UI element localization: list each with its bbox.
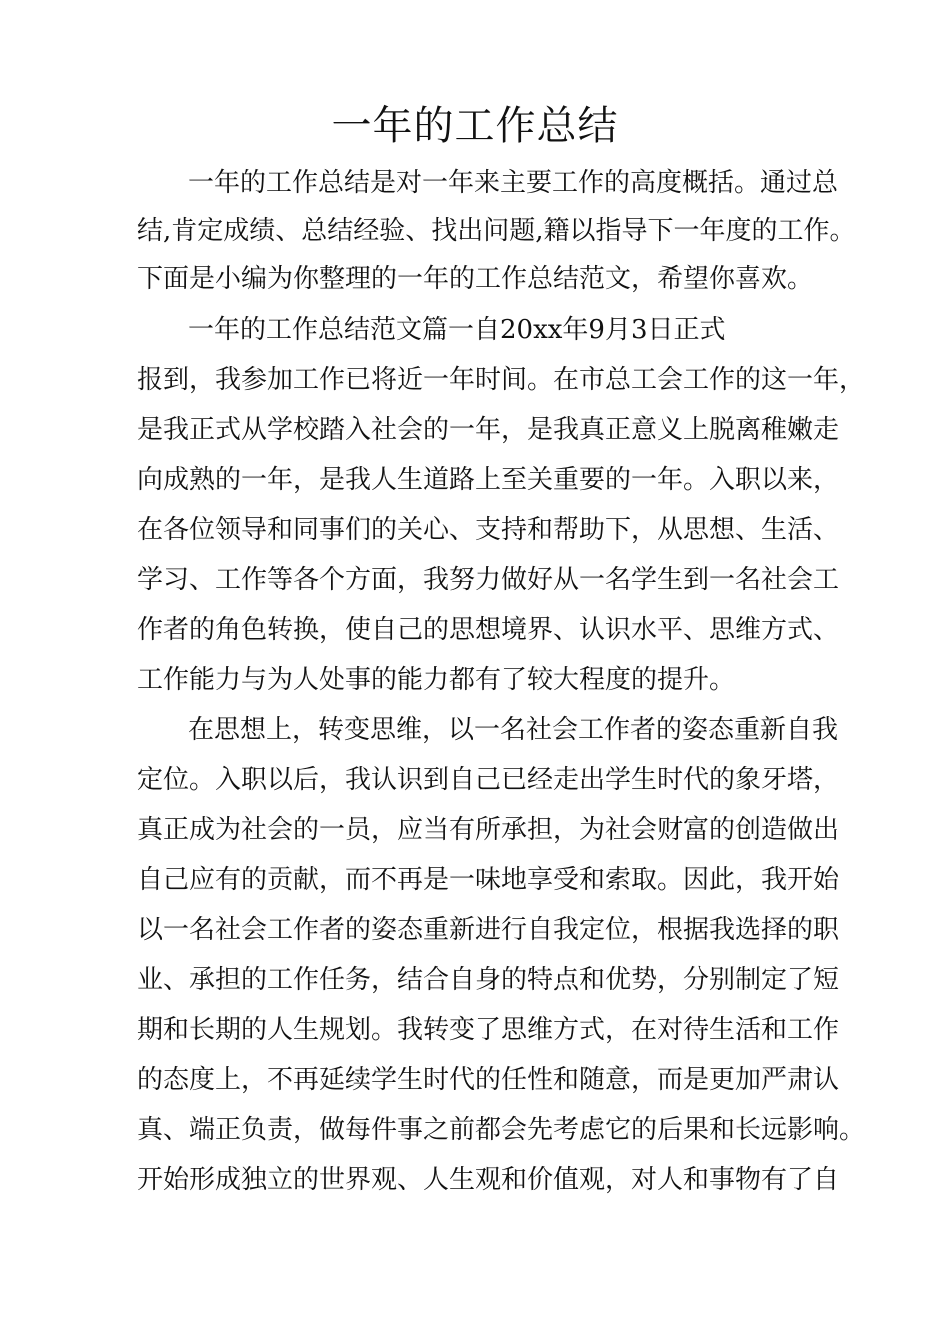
paragraph-line: 以一名社会工作者的姿态重新进行自我定位，根据我选择的职 [137, 915, 840, 945]
paragraph-line: 报到，我参加工作已将近一年时间。在市总工会工作的这一年， [137, 365, 866, 395]
paragraph-line: 在思想上，转变思维，以一名社会工作者的姿态重新自我 [188, 715, 839, 745]
paragraph-line: 真正成为社会的一员，应当有所承担，为社会财富的创造做出 [137, 815, 840, 845]
paragraph-line: 期和长期的人生规划。我转变了思维方式，在对待生活和工作 [137, 1015, 840, 1045]
paragraph-line: 向成熟的一年，是我人生道路上至关重要的一年。入职以来， [137, 465, 840, 495]
paragraph-line: 业、承担的工作任务，结合自身的特点和优势，分别制定了短 [137, 965, 840, 995]
paragraph-line: 工作能力与为人处事的能力都有了较大程度的提升。 [137, 665, 736, 695]
paragraph-line: 结,肯定成绩、总结经验、找出问题,籍以指导下一年度的工作。 [137, 216, 856, 246]
paragraph-line: 定位。入职以后，我认识到自己已经走出学生时代的象牙塔， [137, 765, 840, 795]
paragraph-line: 学习、工作等各个方面，我努力做好从一名学生到一名社会工 [137, 565, 840, 595]
paragraph-line: 的态度上，不再延续学生时代的任性和随意，而是更加严肃认 [137, 1065, 840, 1095]
paragraph-line: 作者的角色转换，使自己的思想境界、认识水平、思维方式、 [137, 615, 840, 645]
document-title: 一年的工作总结 [331, 103, 619, 149]
paragraph-line: 一年的工作总结范文篇一自20xx年9月3日正式 [188, 315, 726, 345]
paragraph-line: 自己应有的贡献，而不再是一味地享受和索取。因此，我开始 [137, 865, 840, 895]
paragraph-line: 是我正式从学校踏入社会的一年，是我真正意义上脱离稚嫩走 [137, 415, 840, 445]
paragraph-line: 在各位领导和同事们的关心、支持和帮助下，从思想、生活、 [137, 515, 840, 545]
paragraph-line: 开始形成独立的世界观、人生观和价值观，对人和事物有了自 [137, 1165, 840, 1195]
paragraph-line: 下面是小编为你整理的一年的工作总结范文，希望你喜欢。 [137, 264, 814, 294]
paragraph-line: 一年的工作总结是对一年来主要工作的高度概括。通过总 [188, 168, 839, 198]
paragraph-line: 真、端正负责，做每件事之前都会先考虑它的后果和长远影响。 [137, 1115, 866, 1145]
